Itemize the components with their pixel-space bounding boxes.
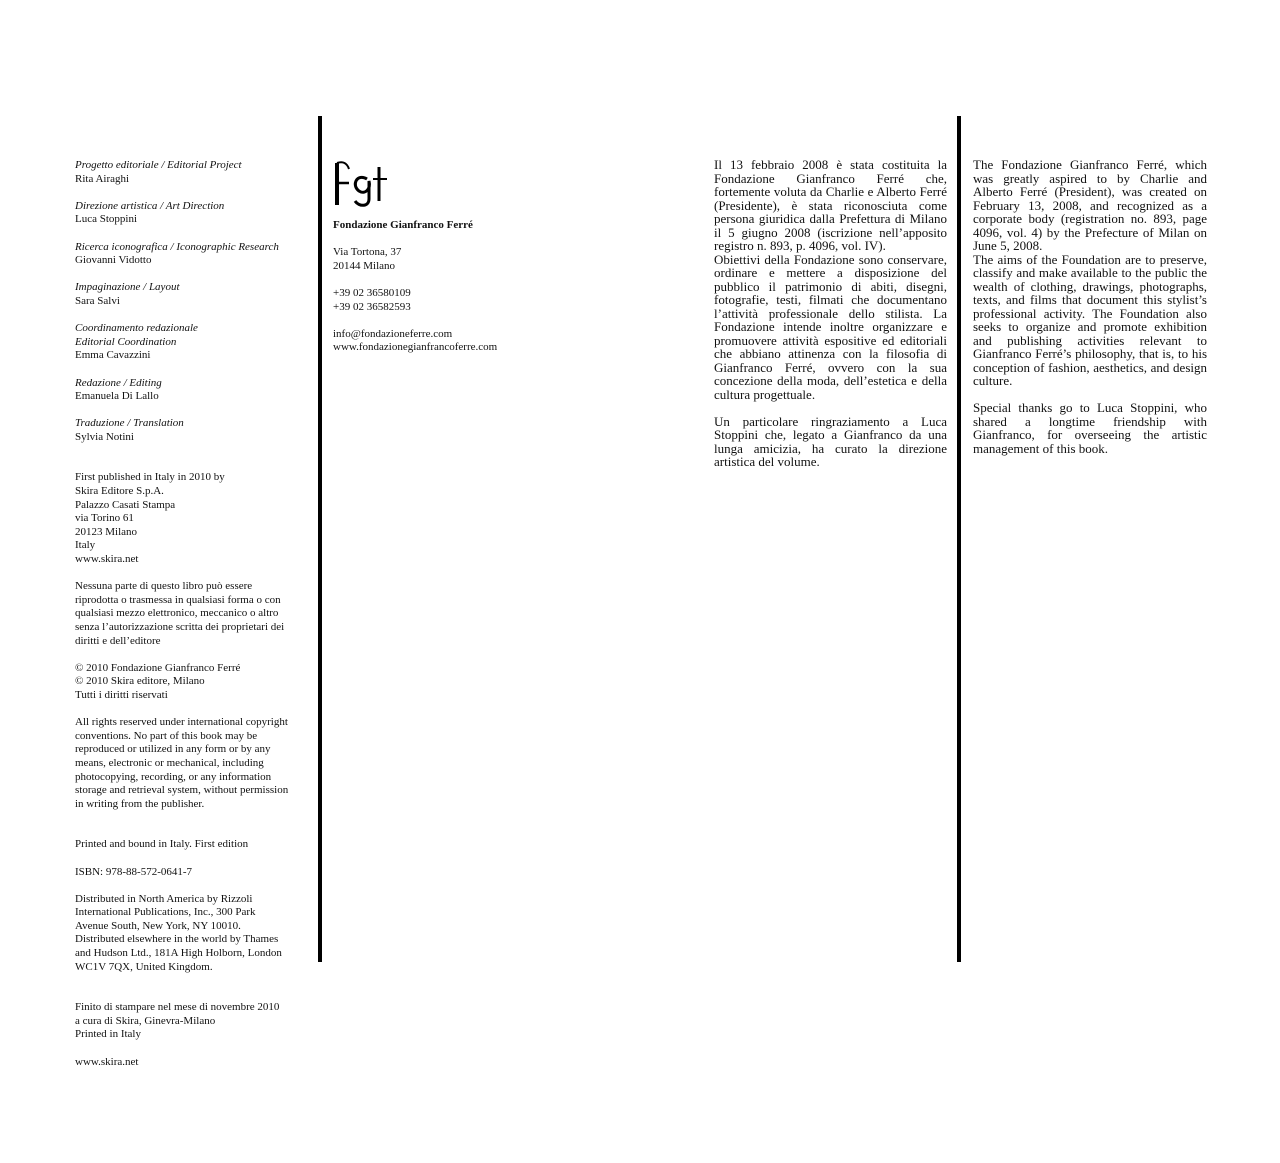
credit-role: Traduzione / Translation: [75, 417, 184, 430]
credit-role: Impaginazione / Layout: [75, 281, 180, 294]
rights-line: means, electronic or mechanical, including: [75, 756, 264, 769]
foundation-phones: [333, 287, 573, 314]
website-line: www.skira.net: [75, 1055, 139, 1068]
foundation-name: Fondazione Gianfranco Ferré: [333, 219, 473, 231]
publisher-line: Skira Editore S.p.A.: [75, 485, 164, 498]
rights-line: in writing from the publisher.: [75, 797, 205, 810]
rights-line: conventions. No part of this book may be: [75, 729, 258, 742]
finito-block: [75, 1001, 315, 1042]
credit-name: Sara Salvi: [75, 294, 120, 307]
credit-art-direction: [75, 200, 315, 227]
foundation-address: [333, 246, 573, 273]
foundation-column: [333, 159, 573, 369]
copyright-line: Tutti i diritti riservati: [75, 688, 168, 701]
credit-iconographic-research: [75, 241, 315, 268]
rights-english: [75, 716, 315, 811]
credit-role: Redazione / Editing: [75, 376, 162, 389]
distribution-line: International Publications, Inc., 300 Park: [75, 906, 256, 919]
credit-translation: [75, 417, 315, 444]
address-line: 20144 Milano: [333, 259, 396, 272]
isbn: ISBN: 978-88-572-0641-7: [75, 865, 193, 878]
credit-role: Direzione artistica / Art Direction: [75, 199, 225, 212]
distribution-block: [75, 893, 315, 975]
italian-paragraph: Il 13 febbraio 2008 è stata costituita la Fondazione Gianfranco Ferré che, fortemente voluta da Charlie e Alberto Ferré (Presidente), è stata riconosciuta come persona giuridica dalla Prefettura di Milano il 5 giugno 2008 (iscrizione nell’apposito registro n. 893, p. 4096, vol. IV).: [714, 157, 947, 253]
rights-line: riprodotta o trasmessa in qualsiasi forma o con: [75, 593, 281, 606]
rights-line: photocopying, recording, or any information: [75, 770, 272, 783]
italian-paragraph: Obiettivi della Fondazione sono conservare, ordinare e mettere a disposizione del pubblico il patrimonio di abiti, disegni, fotografie, testi, filmati che documentano l’attività professionale dello stilista. La Fondazione intende inoltre organizzare e promuovere attività espositive ed editoriali che abbiano attinenza con la filosofia di Gianfranco Ferré, ovvero con la sua concezione della moda, dell’estetica e della cultura progettuale.: [714, 251, 947, 402]
credit-name: Giovanni Vidotto: [75, 254, 152, 267]
distribution-line: Avenue South, New York, NY 10010.: [75, 919, 241, 932]
english-paragraph: The aims of the Foundation are to preserve, classify and make available to the public the wealth of clothing, drawings, photographs, texts, and films that document this stylist’s professional activity. The Foundation also seeks to organize and promote exhibition and publishing activities relevant to Gianfranco Ferré’s philosophy, that is, to his conception of fashion, aesthetics, and design culture.: [973, 251, 1207, 388]
foundation-contacts: [333, 328, 573, 355]
email-line: info@fondazioneferre.com: [333, 327, 453, 340]
footer-website: [75, 1056, 315, 1070]
credit-editing: [75, 377, 315, 404]
copyright-line: © 2010 Skira editore, Milano: [75, 675, 205, 688]
printed-line: Printed and bound in Italy. First edition: [75, 838, 249, 851]
credit-editorial-project: [75, 159, 315, 186]
credit-role: Coordinamento redazionale: [75, 322, 198, 335]
publisher-line: www.skira.net: [75, 553, 139, 566]
printed-note: [75, 838, 315, 852]
credit-name: Sylvia Notini: [75, 430, 134, 443]
rights-line: qualsiasi mezzo elettronico, meccanico o altro: [75, 607, 279, 620]
italian-paragraph: Un particolare ringraziamento a Luca Stoppini che, legato a Gianfranco da una lunga amicizia, ha curato la direzione artistica del volume.: [714, 413, 947, 469]
publisher-line: Palazzo Casati Stampa: [75, 498, 176, 511]
vertical-rule-left: [318, 116, 322, 962]
rights-line: Nessuna parte di questo libro può essere: [75, 580, 253, 593]
publisher-line: First published in Italy in 2010 by: [75, 471, 225, 484]
distribution-line: Distributed elsewhere in the world by Thames: [75, 933, 279, 946]
foundation-logo-icon: [333, 159, 393, 209]
vertical-rule-right: [957, 116, 961, 962]
credit-name: Rita Airaghi: [75, 172, 130, 185]
isbn-block: [75, 866, 315, 880]
credit-role: Editorial Coordination: [75, 335, 177, 348]
finito-line: Printed in Italy: [75, 1028, 141, 1041]
rights-line: diritti e dell’editore: [75, 634, 161, 647]
credit-layout: [75, 281, 315, 308]
phone-line: +39 02 36582593: [333, 300, 411, 313]
english-paragraph: The Fondazione Gianfranco Ferré, which was greatly aspired to by Charlie and Alberto Ferré (President), was created on February 13, 2008, and recognized as a corporate body (registration no. 893, page 4096, vol. 4) by the Prefecture of Milan on June 5, 2008.: [973, 157, 1207, 253]
english-text-column: [973, 158, 1207, 455]
publisher-line: 20123 Milano: [75, 525, 138, 538]
publisher-line: via Torino 61: [75, 512, 134, 525]
credit-role: Ricerca iconografica / Iconographic Research: [75, 240, 279, 253]
address-line: Via Tortona, 37: [333, 246, 402, 259]
rights-line: All rights reserved under international copyright: [75, 716, 288, 729]
phone-line: +39 02 36580109: [333, 286, 411, 299]
italian-text-column: [714, 158, 947, 469]
rights-italian: [75, 580, 315, 648]
credit-name: Emma Cavazzini: [75, 349, 151, 362]
distribution-line: Distributed in North America by Rizzoli: [75, 892, 253, 905]
rights-line: reproduced or utilized in any form or by any: [75, 743, 271, 756]
credit-role: Progetto editoriale / Editorial Project: [75, 159, 242, 171]
copyright-line: © 2010 Fondazione Gianfranco Ferré: [75, 661, 241, 674]
credit-name: Emanuela Di Lallo: [75, 390, 159, 403]
distribution-line: WC1V 7QX, United Kingdom.: [75, 960, 213, 973]
rights-line: storage and retrieval system, without permission: [75, 784, 289, 797]
finito-line: a cura di Skira, Ginevra-Milano: [75, 1014, 216, 1027]
copyright-block: [75, 662, 315, 703]
publisher-line: Italy: [75, 539, 96, 552]
website-line: www.fondazionegianfrancoferre.com: [333, 341, 498, 354]
finito-line: Finito di stampare nel mese di novembre 2010: [75, 1001, 280, 1014]
credits-column: [75, 159, 315, 1083]
distribution-line: and Hudson Ltd., 181A High Holborn, London: [75, 947, 282, 960]
rights-line: senza l’autorizzazione scritta dei proprietari dei: [75, 621, 285, 633]
credit-name: Luca Stoppini: [75, 213, 138, 226]
credit-editorial-coordination: [75, 322, 315, 363]
english-paragraph: Special thanks go to Luca Stoppini, who shared a longtime friendship with Gianfranco, for overseeing the artistic management of this book.: [973, 400, 1207, 456]
publisher-block: [75, 471, 315, 566]
